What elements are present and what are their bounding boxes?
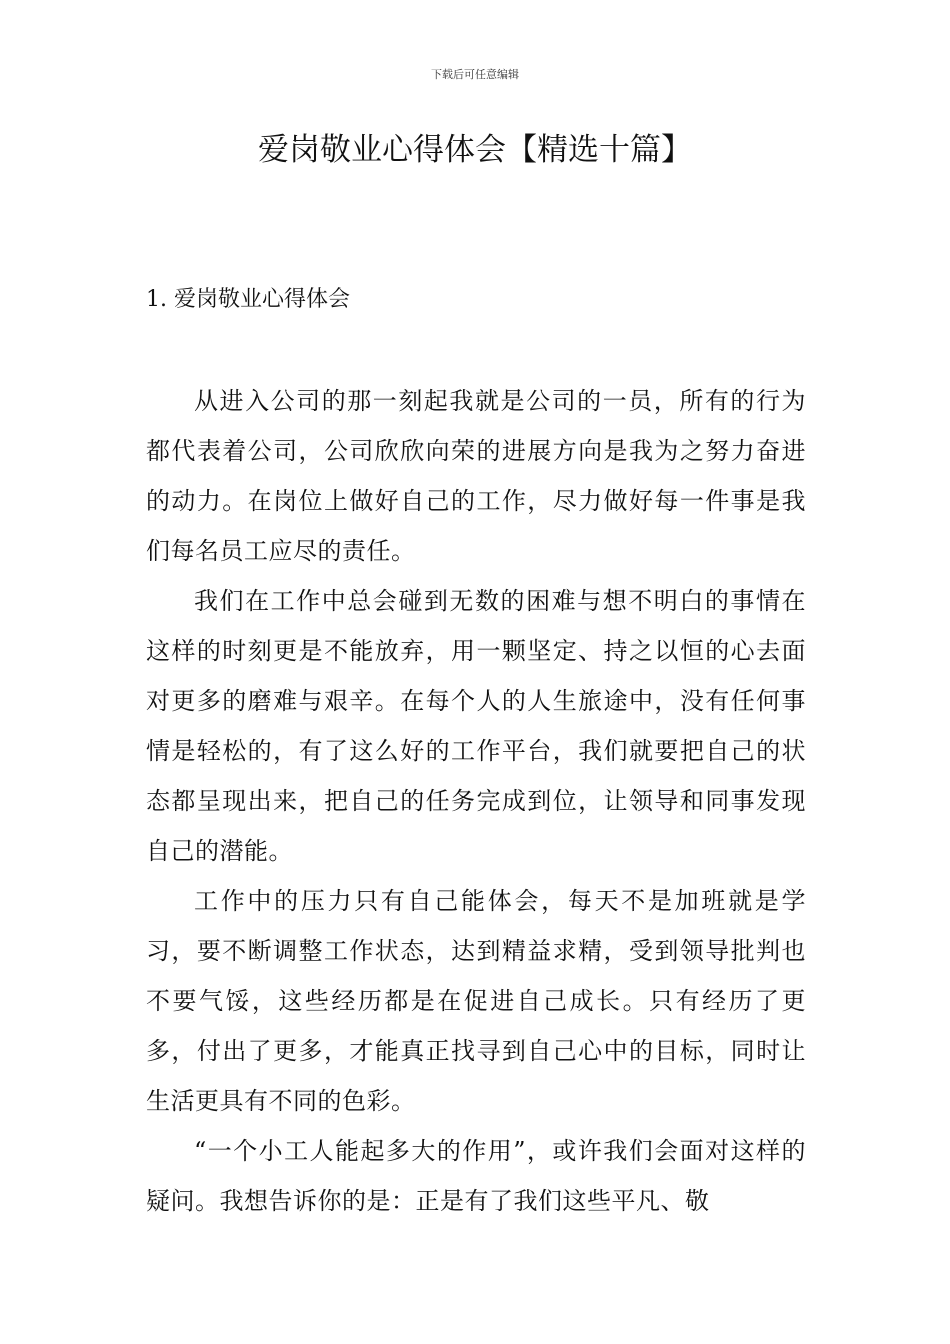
document-body xyxy=(146,376,806,1226)
document-title: 爱岗敬业心得体会【精选十篇】 xyxy=(258,132,692,168)
paragraph: “一个小工人能起多大的作用”，或许我们会面对这样的疑问。我想告诉你的是：正是有了我们这些平凡、敬 xyxy=(146,1137,806,1215)
page-header-note: 下载后可任意编辑 xyxy=(431,68,519,81)
paragraph: 从进入公司的那一刻起我就是公司的一员，所有的行为都代表着公司，公司欣欣向荣的进展方向是我为之努力奋进的动力。在岗位上做好自己的工作，尽力做好每一件事是我们每名员工应尽的责任。 xyxy=(146,387,806,565)
section-heading: 1. 爱岗敬业心得体会 xyxy=(146,287,350,312)
paragraph: 工作中的压力只有自己能体会，每天不是加班就是学习，要不断调整工作状态，达到精益求精，受到领导批判也不要气馁，这些经历都是在促进自己成长。只有经历了更多，付出了更多，才能真正找寻到自己心中的目标，同时让生活更具有不同的色彩。 xyxy=(146,887,806,1115)
paragraph: 我们在工作中总会碰到无数的困难与想不明白的事情在这样的时刻更是不能放弃，用一颗坚定、持之以恒的心去面对更多的磨难与艰辛。在每个人的人生旅途中，没有任何事情是轻松的，有了这么好的工作平台，我们就要把自己的状态都呈现出来，把自己的任务完成到位，让领导和同事发现自己的潜能。 xyxy=(146,587,806,865)
